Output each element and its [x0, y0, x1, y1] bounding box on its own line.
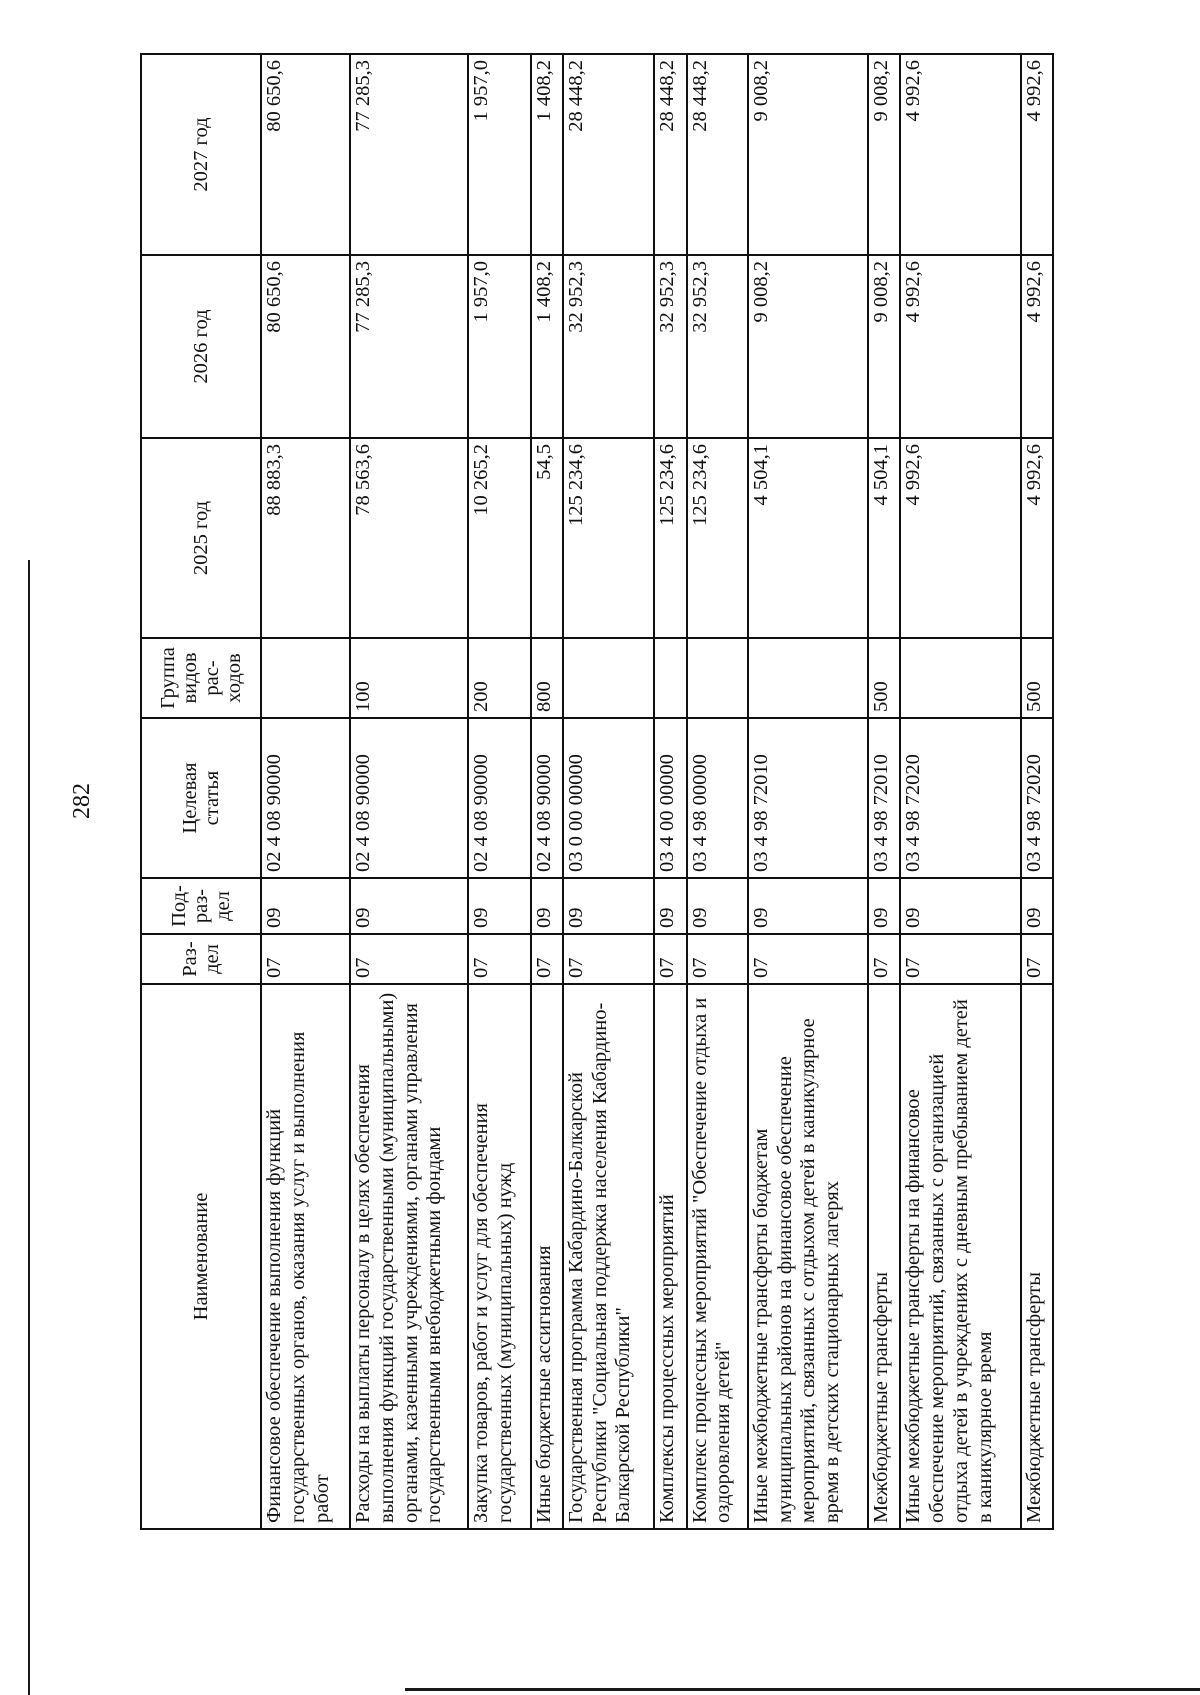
header-target: [141, 718, 261, 878]
cell-razdel: 07: [350, 934, 468, 984]
cell-target: 03 4 98 72020: [900, 718, 1020, 878]
table-row: [748, 54, 868, 1529]
cell-group: 500: [1021, 638, 1053, 718]
cell-2025: 125 234,6: [563, 438, 654, 638]
cell-group: 100: [350, 638, 468, 718]
cell-group: [563, 638, 654, 718]
cell-target: 03 4 98 72020: [1021, 718, 1053, 878]
cell-name: Комплексы процессных мероприятий: [654, 984, 686, 1529]
table-row: [868, 54, 900, 1529]
cell-target: 02 4 08 90000: [468, 718, 530, 878]
table-row: [563, 54, 654, 1529]
cell-2025: 88 883,3: [261, 438, 350, 638]
cell-podrazdel: 09: [350, 878, 468, 934]
cell-group: 800: [531, 638, 563, 718]
cell-name: Закупка товаров, работ и услуг для обеспечения государственных (муниципальных) нужд: [468, 984, 530, 1529]
cell-name: Иные бюджетные ассигнования: [531, 984, 563, 1529]
cell-2025: 4 992,6: [1021, 438, 1053, 638]
cell-2026: 4 992,6: [900, 255, 1020, 438]
cell-2027: 28 448,2: [654, 54, 686, 255]
cell-target: 02 4 08 90000: [350, 718, 468, 878]
budget-table: [140, 53, 1054, 1530]
cell-name: Иные межбюджетные трансферты на финансовое обеспечение мероприятий, связанных с организацией отдыха детей в учреждениях с дневным пребыванием детей в каникулярное время: [900, 984, 1020, 1529]
table-row: [900, 54, 1020, 1529]
cell-name: Финансовое обеспечение выполнения функций государственных органов, оказания услуг и выполнения работ: [261, 984, 350, 1529]
cell-razdel: 07: [261, 934, 350, 984]
cell-name: Межбюджетные трансферты: [868, 984, 900, 1529]
table-row: [687, 54, 748, 1529]
cell-target: 02 4 08 90000: [261, 718, 350, 878]
cell-group: 200: [468, 638, 530, 718]
cell-razdel: 07: [563, 934, 654, 984]
cell-2027: 9 008,2: [748, 54, 868, 255]
table-row: [468, 54, 530, 1529]
cell-podrazdel: 09: [261, 878, 350, 934]
header-group: [141, 638, 261, 718]
cell-2027: 9 008,2: [868, 54, 900, 255]
cell-2026: 32 952,3: [687, 255, 748, 438]
table-row: [1021, 54, 1053, 1529]
cell-razdel: 07: [468, 934, 530, 984]
cell-target: 03 4 98 00000: [687, 718, 748, 878]
cell-group: [687, 638, 748, 718]
cell-target: 03 4 98 72010: [868, 718, 900, 878]
cell-group: [900, 638, 1020, 718]
cell-2026: 9 008,2: [748, 255, 868, 438]
header-group-text: Группа видов рас- ходов: [156, 647, 246, 709]
cell-2025: 4 992,6: [900, 438, 1020, 638]
cell-razdel: 07: [654, 934, 686, 984]
cell-2026: 32 952,3: [654, 255, 686, 438]
header-razdel-text: Раз- дел: [178, 941, 223, 977]
page-number: 282: [69, 783, 95, 819]
cell-2026: 77 285,3: [350, 255, 468, 438]
cell-2025: 10 265,2: [468, 438, 530, 638]
cell-name: Иные межбюджетные трансферты бюджетам муниципальных районов на финансовое обеспечение мероприятий, связанных с отдыхом детей в каникулярное время в детских стационарных лагерях: [748, 984, 868, 1529]
cell-2025: 78 563,6: [350, 438, 468, 638]
cell-2025: 125 234,6: [687, 438, 748, 638]
cell-2026: 1 957,0: [468, 255, 530, 438]
cell-2026: 32 952,3: [563, 255, 654, 438]
header-2026: 2026 год: [141, 255, 261, 438]
cell-name: Межбюджетные трансферты: [1021, 984, 1053, 1529]
cell-2025: 54,5: [531, 438, 563, 638]
cell-group: [748, 638, 868, 718]
cell-podrazdel: 09: [531, 878, 563, 934]
cell-2025: 4 504,1: [748, 438, 868, 638]
table-row: [531, 54, 563, 1529]
cell-2026: 4 992,6: [1021, 255, 1053, 438]
cell-name: Комплекс процессных мероприятий "Обеспечение отдыха и оздоровления детей": [687, 984, 748, 1529]
cell-podrazdel: 09: [748, 878, 868, 934]
cell-razdel: 07: [687, 934, 748, 984]
cell-name: Расходы на выплаты персоналу в целях обеспечения выполнения функций государственными (муниципальными) органами, казенными учреждениями, органами управления государственными внебюджетными фондами: [350, 984, 468, 1529]
cell-podrazdel: 09: [900, 878, 1020, 934]
cell-podrazdel: 09: [868, 878, 900, 934]
cell-razdel: 07: [748, 934, 868, 984]
cell-target: 02 4 08 90000: [531, 718, 563, 878]
cell-group: [654, 638, 686, 718]
table-row: [350, 54, 468, 1529]
cell-2027: 80 650,6: [261, 54, 350, 255]
header-target-text: Целевая статья: [178, 762, 223, 834]
header-name: Наименование: [141, 984, 261, 1529]
table-row: [654, 54, 686, 1529]
cell-target: 03 4 00 00000: [654, 718, 686, 878]
cell-razdel: 07: [1021, 934, 1053, 984]
cell-podrazdel: 09: [468, 878, 530, 934]
cell-2027: 1 408,2: [531, 54, 563, 255]
scan-edge-bottom: [405, 1688, 1200, 1691]
cell-razdel: 07: [531, 934, 563, 984]
cell-podrazdel: 09: [563, 878, 654, 934]
cell-razdel: 07: [900, 934, 1020, 984]
cell-2025: 4 504,1: [868, 438, 900, 638]
cell-target: 03 4 98 72010: [748, 718, 868, 878]
cell-podrazdel: 09: [687, 878, 748, 934]
header-row: [141, 54, 261, 1529]
cell-2026: 1 408,2: [531, 255, 563, 438]
header-razdel: [141, 934, 261, 984]
cell-group: 500: [868, 638, 900, 718]
cell-group: [261, 638, 350, 718]
header-2027: 2027 год: [141, 54, 261, 255]
cell-2026: 80 650,6: [261, 255, 350, 438]
cell-2027: 4 992,6: [900, 54, 1020, 255]
cell-2027: 77 285,3: [350, 54, 468, 255]
cell-podrazdel: 09: [1021, 878, 1053, 934]
cell-podrazdel: 09: [654, 878, 686, 934]
cell-2027: 28 448,2: [687, 54, 748, 255]
cell-2027: 4 992,6: [1021, 54, 1053, 255]
cell-2026: 9 008,2: [868, 255, 900, 438]
rotated-table-container: [140, 55, 1054, 1530]
cell-2027: 28 448,2: [563, 54, 654, 255]
cell-2027: 1 957,0: [468, 54, 530, 255]
header-podrazdel: [141, 878, 261, 934]
cell-name: Государственная программа Кабардино-Балкарской Республики "Социальная поддержка населения Кабардино-Балкарской Республики": [563, 984, 654, 1529]
cell-2025: 125 234,6: [654, 438, 686, 638]
header-2025: 2025 год: [141, 438, 261, 638]
cell-razdel: 07: [868, 934, 900, 984]
scan-edge-left: [28, 560, 30, 1695]
table-row: [261, 54, 350, 1529]
cell-target: 03 0 00 00000: [563, 718, 654, 878]
header-podrazdel-text: Под- раз- дел: [167, 885, 235, 927]
